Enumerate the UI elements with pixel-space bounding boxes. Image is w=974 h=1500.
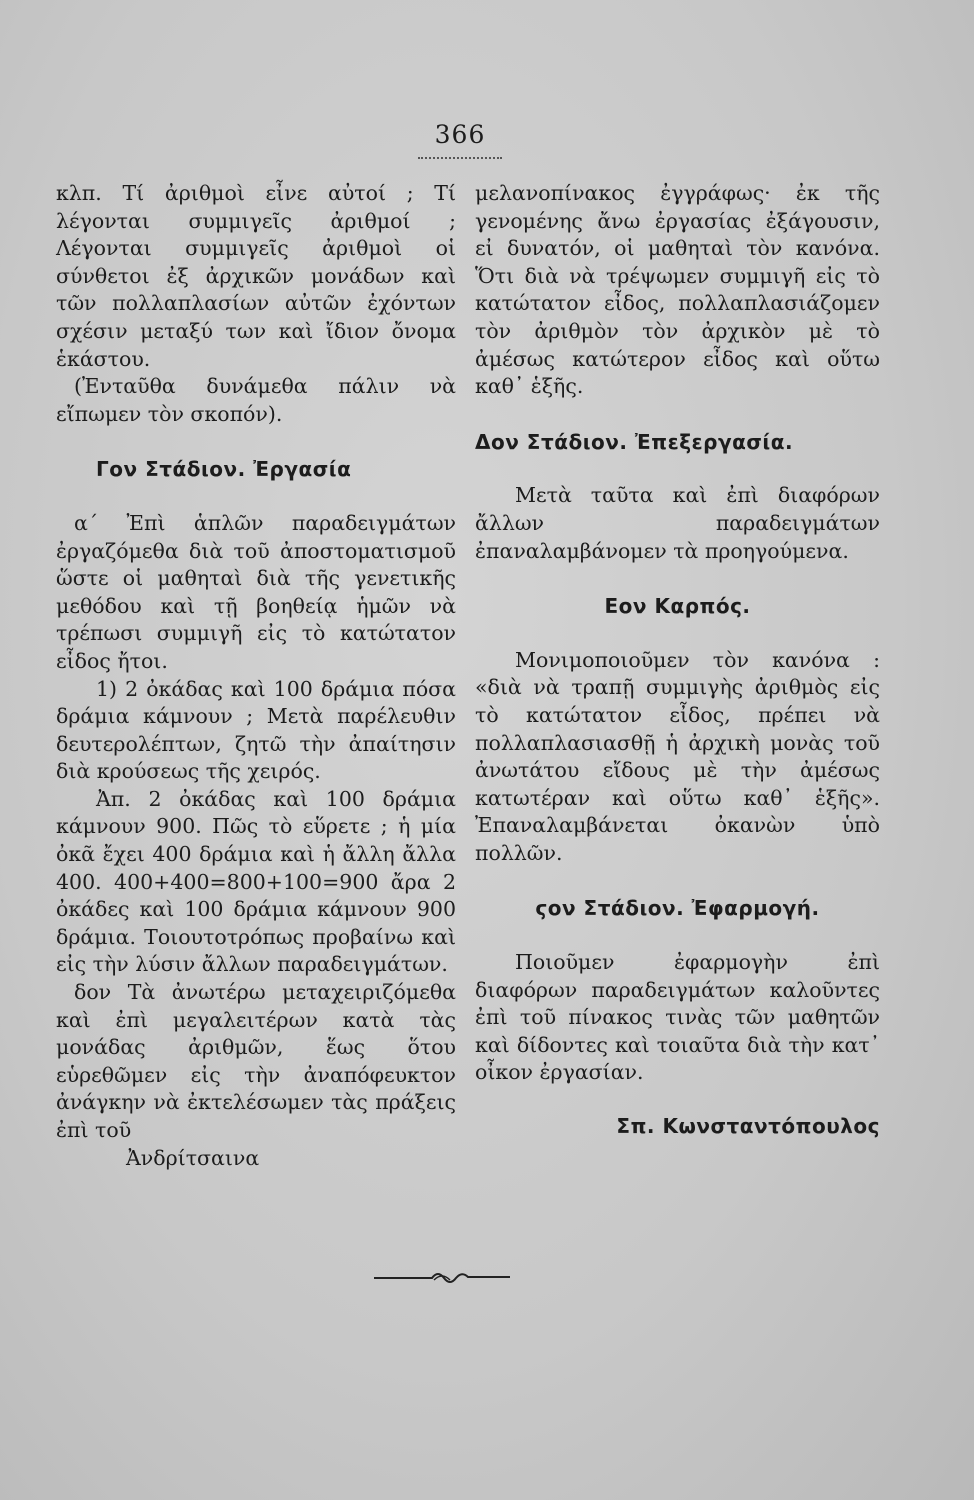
decorative-flourish-icon <box>372 1268 512 1286</box>
heading-stage-5: Εον Καρπός. <box>604 594 751 619</box>
paragraph-stage-6: Ποιοῦμεν ἐφαρμογὴν ἐπὶ διαφόρων παραδειγμάτων καλοῦντες ἐπὶ τοῦ πίνακος τινὰς τῶν μαθητῶν καὶ δίδοντες καὶ τοιαῦτα διὰ τὴν κατ᾽ οἶκον ἐργασίαν. <box>475 950 880 1085</box>
left-column <box>56 180 456 1172</box>
left-intro-paragraph: κλπ. Τί ἀριθμοὶ εἶνε αὐτοί ; Τί λέγονται συμμιγεῖς ἀριθμοί ; Λέγονται συμμιγεῖς ἀριθμοὶ οἱ σύνθετοι ἐξ ἀρχικῶν μονάδων καὶ τῶν πολλαπλασίων αὐτῶν ἐχόντων σχέσιν μεταξύ των καὶ ἴδιον ὄνομα ἑκάστου. <box>56 181 456 371</box>
left-intro-paragraph-2: (Ἐνταῦθα δυνάμεθα πάλιν νὰ εἴπωμεν τὸν σκοπόν). <box>56 374 456 426</box>
paragraph-stage-4: Μετὰ ταῦτα καὶ ἐπὶ διαφόρων ἄλλων παραδειγμάτων ἐπαναλαμβάνομεν τὰ προηγούμενα. <box>475 483 880 563</box>
place-name: Ἀνδρίτσαινα <box>126 1145 260 1170</box>
paragraph-beta: δον Τὰ ἀνωτέρω μεταχειριζόμεθα καὶ ἐπὶ μεγαλειτέρων κατὰ τὰς μονάδας ἀριθμῶν, ἕως ὅτου εὑρεθῶμεν εἰς τὴν ἀναπόφευκτον ἀνάγκην νὰ ἐκτελέσωμεν τὰς πράξεις ἐπὶ τοῦ <box>56 980 456 1142</box>
heading-stage-3: Γον Στάδιον. Ἐργασία <box>96 457 352 482</box>
heading-stage-4: Δον Στάδιον. Ἐπεξεργασία. <box>475 429 794 454</box>
paragraph-stage-5: Μονιμοποιοῦμεν τὸν κανόνα : «διὰ νὰ τραπῇ συμμιγὴς ἀριθμὸς εἰς τὸ κατώτατον εἶδος, πρέπει νὰ πολλαπλασιασθῇ ἡ ἀρχικὴ μονὰς τοῦ ἀνωτάτου εἴδους μὲ τὴν ἀμέσως κατωτέραν καὶ οὕτω καθ᾽ ἑξῆς». Ἐπαναλαμβάνεται ὀκανὼν ὑπὸ πολλῶν. <box>475 647 880 865</box>
author-signature: Σπ. Κωνσταντόπουλος <box>616 1114 880 1139</box>
right-column <box>475 180 880 1141</box>
page-number: 366 <box>434 120 486 149</box>
paragraph-example-1: 1) 2 ὀκάδας καὶ 100 δράμια πόσα δράμια κάμνουν ; Μετὰ παρέλευθιν δευτερολέπτων, ζητῶ τὴν ἀπαίτησιν διὰ κρούσεως τῆς χειρός. <box>56 676 456 784</box>
paragraph-answer: Ἀπ. 2 ὀκάδας καὶ 100 δράμια κάμνουν 900. Πῶς τὸ εὕρετε ; ἡ μία ὀκᾶ ἔχει 400 δράμια καὶ ἡ ἄλλη ἄλλα 400. 400+400=800+100=900 ἄρα 2 ὀκάδες καὶ 100 δράμια κάμνουν 900 δράμια. Τοιουτοτρόπως προβαίνω καὶ εἰς τὴν λύσιν ἄλλων παραδειγμάτων. <box>56 786 456 977</box>
heading-stage-6: ϛον Στάδιον. Ἐφαρμογή. <box>535 896 820 921</box>
page-number-rule <box>418 157 502 159</box>
paragraph-alpha: α΄ Ἐπὶ ἁπλῶν παραδειγμάτων ἐργαζόμεθα διὰ τοῦ ἀποστοματισμοῦ ὥστε οἱ μαθηταὶ διὰ τῆς γενετικῆς μεθόδου καὶ τῇ βοηθείᾳ ἡμῶν νὰ τρέπωσι συμμιγῆ εἰς τὸ κατώτατον εἶδος ἤτοι. <box>56 510 456 673</box>
right-intro-paragraph: μελανοπίνακος ἐγγράφως· ἐκ τῆς γενομένης ἄνω ἐργασίας ἐξάγουσιν, εἰ δυνατόν, οἱ μαθηταὶ τὸν κανόνα. Ὅτι διὰ νὰ τρέψωμεν συμμιγῆ εἰς τὸ κατώτατον εἶδος, πολλαπλασιάζομεν τὸν ἀριθμὸν τὸν ἀρχικὸν μὲ τὸ ἀμέσως κατώτερον εἶδος καὶ οὕτω καθ᾽ ἑξῆς. <box>475 181 880 399</box>
